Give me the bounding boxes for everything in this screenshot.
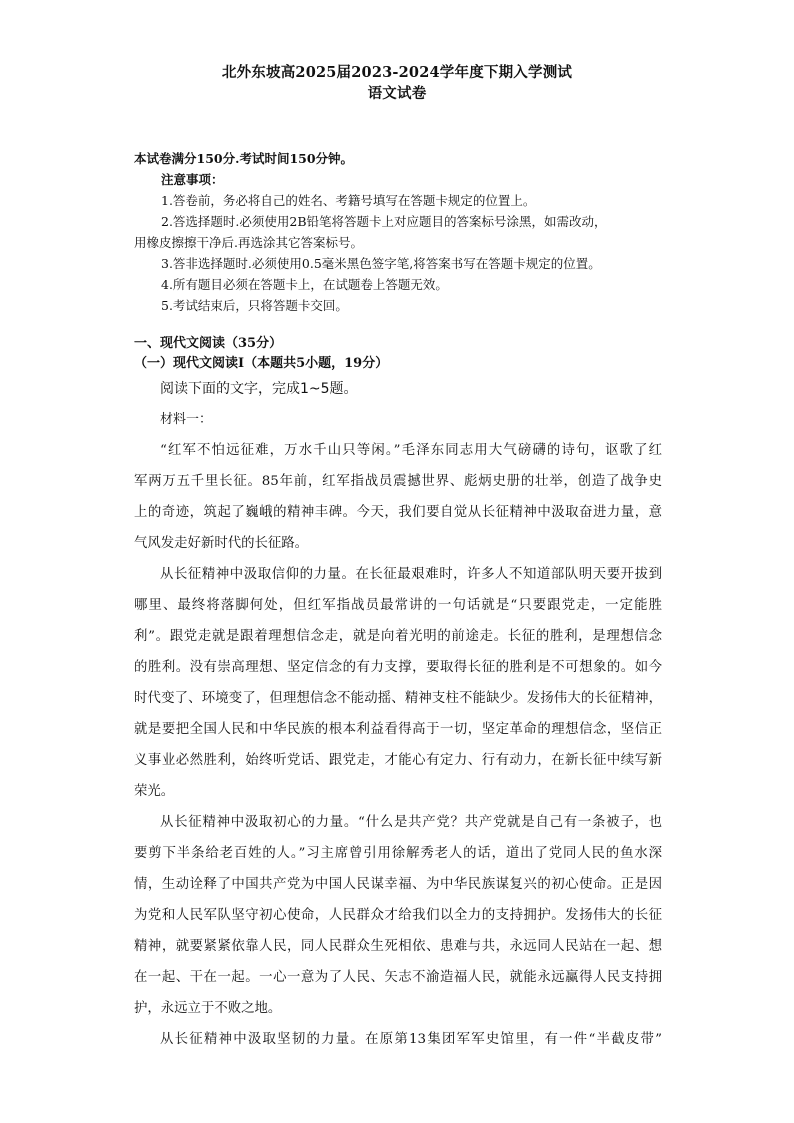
passage-line: 时代变了、环境变了，但理想信念不能动摇、精神支柱不能缺少。发扬伟大的长征精神， [134,691,662,706]
notice-item: 3.答非选择题时.必须使用0.5毫米黑色签字笔,将答案书写在答题卡规定的位置。 [161,256,601,271]
notes-label: 注意事项： [161,172,224,187]
exam-title: 北外东坡高2025届2023-2024学年度下期入学测试 [221,64,573,81]
section-heading: 一、现代文阅读（35分） [134,336,283,351]
passage-line: 从长征精神中汲取初心的力量。“什么是共产党？共产党就是自己有一条被子，也 [160,815,662,830]
exam-notice [134,148,674,316]
passage-line: 的胜利。没有崇高理想、坚定信念的有力支撑，要取得长征的胜利是不可想象的。如今 [134,660,662,675]
passage-line: 在一起、干在一起。一心一意为了人民、矢志不渝造福人民，就能永远赢得人民支持拥 [134,970,662,985]
passage-line: 护，永远立于不败之地。 [134,1001,282,1016]
passage-line: 上的奇迹，筑起了巍峨的精神丰碑。今天，我们要自觉从长征精神中汲取奋进力量，意 [134,505,662,520]
notice-item: 2.答选择题时.必须使用2B铅笔将答题卡上对应题目的答案标号涂黑，如需改动， [161,214,607,229]
passage-line: 为党和人民军队坚守初心使命，人民群众才给我们以全力的支持拥护。发扬伟大的长征 [134,908,662,923]
score-time: 本试卷满分150分.考试时间150分钟。 [134,151,354,166]
passage-line: 从长征精神中汲取坚韧的力量。在原第13集团军军史馆里，有一件“半截皮带” [160,1032,662,1047]
passage-line: 义事业必然胜利，始终听党话、跟党走，才能心有定力、行有动力，在新长征中续写新 [134,753,662,768]
exam-subject: 语文试卷 [367,85,427,102]
passage-line: 荣光。 [134,784,175,799]
reading-prompt: 阅读下面的文字，完成1~5题。 [160,381,358,397]
passage-line: 从长征精神中汲取信仰的力量。在长征最艰难时，许多人不知道部队明天要开拔到 [160,567,662,582]
passage-line: 利”。跟党走就是跟着理想信念走，就是向着光明的前途走。长征的胜利，是理想信念 [134,629,662,644]
subsection-heading: （一）现代文阅读Ⅰ（本题共5小题，19分） [134,356,389,371]
passage-line: 精神，就要紧紧依靠人民，同人民群众生死相依、患难与共，永远同人民站在一起、想 [134,939,662,954]
notice-item: 1.答卷前，务必将自己的姓名、考籍号填写在答题卡规定的位置上。 [161,193,536,208]
material-label: 材料一： [160,412,213,427]
notice-item: 4.所有题目必须在答题卡上，在试题卷上答题无效。 [161,277,448,292]
notice-item: 用橡皮擦擦干净后.再选涂其它答案标号。 [134,235,363,250]
notice-item: 5.考试结束后，只将答题卡交回。 [161,298,348,313]
passage-line: 就是要把全国人民和中华民族的根本利益看得高于一切，坚定革命的理想信念，坚信正 [134,722,662,737]
passage-line: 哪里、最终将落脚何处，但红军指战员最常讲的一句话就是“只要跟党走，一定能胜 [134,598,662,613]
passage-line: “红军不怕远征难，万水千山只等闲。”毛泽东同志用大气磅礴的诗句，讴歌了红 [160,443,662,458]
passage-line: 要剪下半条给老百姓的人。”习主席曾引用徐解秀老人的话，道出了党同人民的鱼水深 [134,846,662,861]
passage-line: 军两万五千里长征。85年前，红军指战员震撼世界、彪炳史册的壮举，创造了战争史 [134,474,662,489]
passage-line: 情，生动诠释了中国共产党为中国人民谋幸福、为中华民族谋复兴的初心使命。正是因 [134,877,662,892]
passage-line: 气风发走好新时代的长征路。 [134,536,309,551]
reading-passage [134,435,662,1055]
